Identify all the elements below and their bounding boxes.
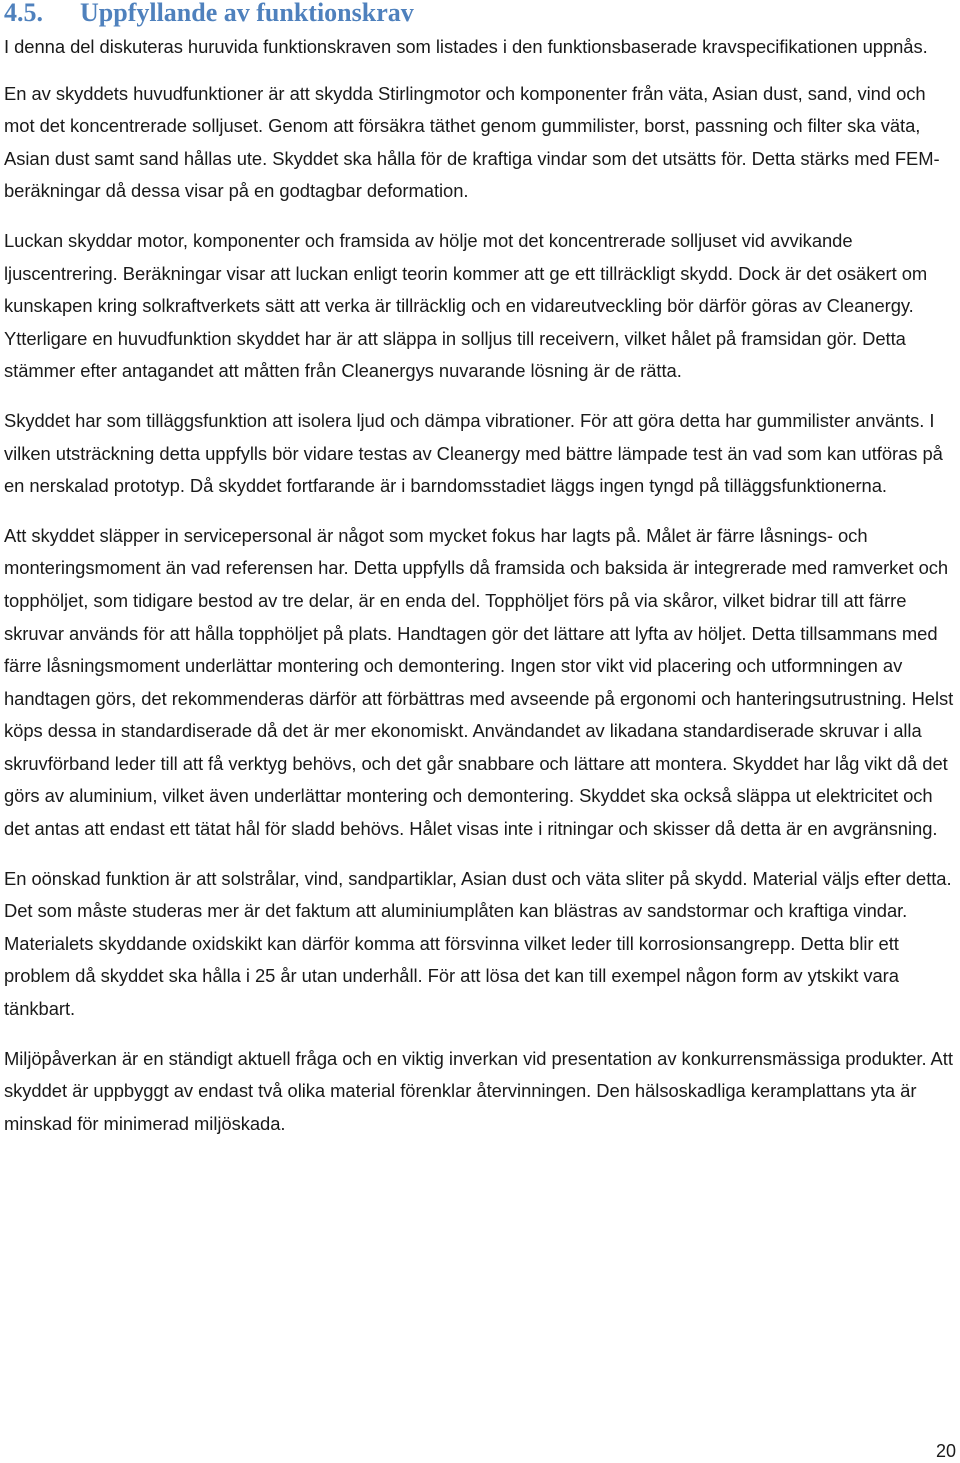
body-text xyxy=(4,31,954,1140)
paragraph-unwanted-function: En oönskad funktion är att solstrålar, vind, sandpartiklar, Asian dust och väta sliter på skydd. Material väljs efter detta. Det som måste studeras mer är det faktum att aluminiumplåten kan blästras av sandstormar och kraftiga vindar. Materialets skyddande oxidskikt kan därför komma att försvinna vilket leder till korrosionsangrepp. Detta blir ett problem då skyddet ska hålla i 25 år utan underhåll. För att lösa det kan till exempel någon form av ytskikt vara tänkbart. xyxy=(4,867,952,1020)
paragraph-main-function: En av skyddets huvudfunktioner är att skydda Stirlingmotor och komponenter från väta, Asian dust, sand, vind och mot det koncentrerade solljuset. Genom att försäkra täthet genom gummilister, borst, passning och filter ska väta, Asian dust samt sand hållas ute. Skyddet ska hålla för de kraftiga vindar som det utsätts för. Detta stärks med FEM-beräkningar då dessa visar på en godtagbar deformation. xyxy=(4,82,940,202)
page-number: 20 xyxy=(935,1441,956,1461)
section-title: Uppfyllande av funktionskrav xyxy=(80,0,414,27)
section-heading xyxy=(4,0,414,30)
paragraph-additional-function: Skyddet har som tilläggsfunktion att isolera ljud och dämpa vibrationer. För att göra detta har gummilister använts. I vilken utsträckning detta uppfylls bör vidare testas av Cleanergy med bättre lämpade test än vad som kan utföras på en nerskalad prototyp. Då skyddet fortfarande är i barndomsstadiet läggs ingen tyngd på tilläggsfunktionerna. xyxy=(4,409,943,497)
paragraph-hatch: Luckan skyddar motor, komponenter och framsida av hölje mot det koncentrerade solljuset vid avvikande ljuscentrering. Beräkningar visar att luckan enligt teorin kommer att ge ett tillräckligt skydd. Dock är det osäkert om kunskapen kring solkraftverkets sätt att verka är tillräcklig och en vidareutveckling bör därför göras av Cleanergy. Ytterligare en huvudfunktion skyddet har är att släppa in solljus till receivern, vilket hålet på framsidan gör. Detta stämmer efter antagandet att måtten från Cleanergys nuvarande lösning är de rätta. xyxy=(4,229,928,382)
section-number: 4.5. xyxy=(4,0,43,27)
paragraph-intro: I denna del diskuteras huruvida funktionskraven som listades i den funktionsbaserade kravspecifikationen uppnås. xyxy=(4,36,928,57)
paragraph-environment: Miljöpåverkan är en ständigt aktuell fråga och en viktig inverkan vid presentation av konkurrensmässiga produkter. Att skyddet är uppbyggt av endast två olika material förenklar återvinningen. Den hälsoskadliga keramplattans yta är minskad för minimerad miljöskada. xyxy=(4,1047,953,1134)
paragraph-service-access: Att skyddet släpper in servicepersonal är något som mycket fokus har lagts på. Målet är färre låsnings- och monteringsmoment än vad referensen har. Detta uppfylls då framsida och baksida är integrerade med ramverket och topphöljet, som tidigare bestod av tre delar, är en enda del. Topphöljet förs på via skåror, vilket bidrar till att färre skruvar används för att hålla topphöljet på plats. Handtagen gör det lättare att lyfta av höljet. Detta tillsammans med färre låsningsmoment underlättar montering och demontering. Ingen stor vikt vid placering och utformningen av handtagen görs, det rekommenderas därför att förbättras med avseende på ergonomi och hanteringsutrustning. Helst köps dessa in standardiserade då det är mer ekonomiskt. Användandet av likadana standardiserade skruvar i alla skruvförband leder till att få verktyg behövs, och det går snabbare och lättare att montera. Skyddet har låg vikt då det görs av aluminium, vilket även underlättar montering och demontering. Skyddet ska också släppa ut elektricitet och det antas att endast ett tätat hål för sladd behövs. Hålet visas inte i ritningar och skisser då detta är en avgränsning. xyxy=(4,524,954,840)
